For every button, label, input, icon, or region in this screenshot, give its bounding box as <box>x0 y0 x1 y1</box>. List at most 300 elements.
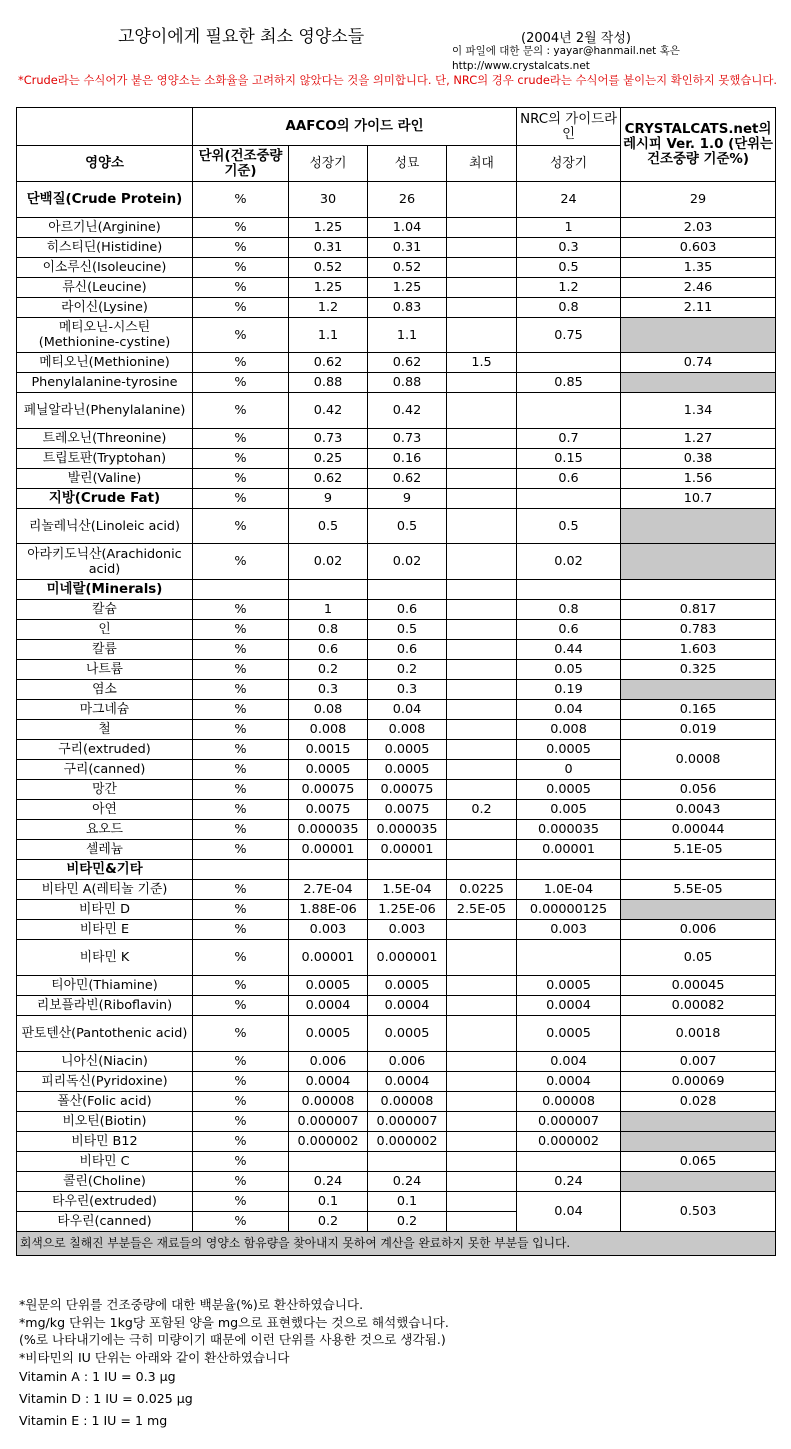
unit-cell: % <box>193 278 289 298</box>
nutrient-name-cell: 히스티딘(Histidine) <box>17 238 193 258</box>
aafco-growth-cell <box>289 860 368 880</box>
footer-line-2: *mg/kg 단위는 1kg당 포함된 양을 mg으로 표현했다는 것으로 해석했습니다. <box>19 1314 449 1330</box>
aafco-max-cell <box>447 1172 517 1192</box>
table-row <box>17 880 776 900</box>
unit-cell: % <box>193 373 289 393</box>
unit-cell: % <box>193 1172 289 1192</box>
nrc-growth-cell <box>517 353 621 373</box>
footer-line-1: *원문의 단위를 건조중량에 대한 백분율(%)로 환산하였습니다. <box>19 1297 364 1312</box>
unit-cell: % <box>193 660 289 680</box>
aafco-adult-cell: 1.25 <box>368 278 447 298</box>
nrc-growth-cell: 0.0005 <box>517 1016 621 1052</box>
aafco-adult-cell: 1.25E-06 <box>368 900 447 920</box>
aafco-growth-cell: 0.0005 <box>289 760 368 780</box>
nutrient-name-cell: 비타민 D <box>17 900 193 920</box>
table-row <box>17 509 776 544</box>
aafco-growth-cell: 0.6 <box>289 640 368 660</box>
table-row <box>17 780 776 800</box>
table-row <box>17 740 776 760</box>
aafco-adult-cell: 0.0075 <box>368 800 447 820</box>
nrc-growth-cell: 0.5 <box>517 258 621 278</box>
aafco-adult-cell: 0.000007 <box>368 1112 447 1132</box>
unit-cell: % <box>193 1092 289 1112</box>
col-header-aafco-adult: 성묘 <box>368 146 447 182</box>
nutrient-name-cell: 망간 <box>17 780 193 800</box>
gray-cells-note: 회색으로 칠해진 부분들은 재료들의 영양소 함유량을 찾아내지 못하여 계산을 완료하지 못한 부분들 입니다. <box>17 1232 776 1256</box>
aafco-growth-cell: 0.000007 <box>289 1112 368 1132</box>
unit-cell: % <box>193 620 289 640</box>
aafco-max-cell <box>447 449 517 469</box>
aafco-adult-cell: 0.0004 <box>368 1072 447 1092</box>
aafco-growth-cell: 0.0075 <box>289 800 368 820</box>
nutrient-name-cell: 리보플라빈(Riboflavin) <box>17 996 193 1016</box>
unit-cell: % <box>193 820 289 840</box>
aafco-adult-cell: 0.31 <box>368 238 447 258</box>
crystalcats-cell: 1.56 <box>621 469 776 489</box>
nutrient-name-cell: 칼슘 <box>17 600 193 620</box>
aafco-adult-cell: 0.00008 <box>368 1092 447 1112</box>
aafco-adult-cell: 0.04 <box>368 700 447 720</box>
aafco-adult-cell: 0.02 <box>368 544 447 580</box>
unit-cell: % <box>193 449 289 469</box>
aafco-max-cell <box>447 1072 517 1092</box>
crystalcats-cell: 0.05 <box>621 940 776 976</box>
unit-cell: % <box>193 600 289 620</box>
col-header-aafco-growth: 성장기 <box>289 146 368 182</box>
aafco-growth-cell: 0.24 <box>289 1172 368 1192</box>
aafco-max-cell <box>447 840 517 860</box>
table-row <box>17 489 776 509</box>
nutrient-name-cell: 구리(extruded) <box>17 740 193 760</box>
aafco-growth-cell: 0.02 <box>289 544 368 580</box>
aafco-adult-cell: 0.62 <box>368 469 447 489</box>
aafco-adult-cell: 0.0005 <box>368 1016 447 1052</box>
unit-cell: % <box>193 1192 289 1212</box>
crystalcats-cell: 0.056 <box>621 780 776 800</box>
nrc-growth-cell: 0.000035 <box>517 820 621 840</box>
aafco-max-cell <box>447 580 517 600</box>
aafco-adult-cell: 0.0005 <box>368 760 447 780</box>
table-row <box>17 544 776 580</box>
aafco-max-cell <box>447 620 517 640</box>
aafco-adult-cell: 9 <box>368 489 447 509</box>
unit-cell: % <box>193 760 289 780</box>
table-row <box>17 318 776 353</box>
nutrient-name-cell: 칼륨 <box>17 640 193 660</box>
table-row <box>17 1092 776 1112</box>
table-row <box>17 720 776 740</box>
page-title: 고양이에게 필요한 최소 영양소들 <box>118 27 365 47</box>
table-row <box>17 393 776 429</box>
table-row <box>17 1052 776 1072</box>
unit-cell: % <box>193 1212 289 1232</box>
crystalcats-cell <box>621 318 776 353</box>
aafco-max-cell <box>447 1016 517 1052</box>
aafco-growth-cell: 1.2 <box>289 298 368 318</box>
nutrient-name-cell: 비타민&기타 <box>17 860 193 880</box>
aafco-adult-cell: 0.006 <box>368 1052 447 1072</box>
aafco-max-cell <box>447 429 517 449</box>
table-row <box>17 1016 776 1052</box>
nutrient-name-cell: 피리독신(Pyridoxine) <box>17 1072 193 1092</box>
crystalcats-cell: 0.783 <box>621 620 776 640</box>
aafco-max-cell <box>447 182 517 218</box>
aafco-max-cell <box>447 509 517 544</box>
aafco-growth-cell: 2.7E-04 <box>289 880 368 900</box>
aafco-max-cell <box>447 740 517 760</box>
aafco-growth-cell: 0.73 <box>289 429 368 449</box>
aafco-max-cell <box>447 700 517 720</box>
aafco-growth-cell: 0.62 <box>289 353 368 373</box>
aafco-growth-cell: 0.00008 <box>289 1092 368 1112</box>
nutrient-name-cell: 리놀레닉산(Linoleic acid) <box>17 509 193 544</box>
nutrient-name-cell: 타우린(canned) <box>17 1212 193 1232</box>
unit-cell: % <box>193 780 289 800</box>
unit-cell: % <box>193 353 289 373</box>
aafco-max-cell <box>447 920 517 940</box>
nutrient-name-cell: 비오틴(Biotin) <box>17 1112 193 1132</box>
aafco-adult-cell: 0.000035 <box>368 820 447 840</box>
aafco-max-cell <box>447 996 517 1016</box>
aafco-adult-cell: 1.04 <box>368 218 447 238</box>
nutrient-name-cell: 요오드 <box>17 820 193 840</box>
aafco-growth-cell: 0.0005 <box>289 1016 368 1052</box>
aafco-growth-cell: 0.8 <box>289 620 368 640</box>
nrc-growth-cell: 0.00001 <box>517 840 621 860</box>
aafco-max-cell: 1.5 <box>447 353 517 373</box>
aafco-max-cell <box>447 469 517 489</box>
nrc-growth-cell <box>517 940 621 976</box>
nutrient-name-cell: 타우린(extruded) <box>17 1192 193 1212</box>
unit-cell: % <box>193 469 289 489</box>
unit-cell: % <box>193 1132 289 1152</box>
nrc-growth-cell: 0.02 <box>517 544 621 580</box>
nrc-growth-cell: 0.24 <box>517 1172 621 1192</box>
table-row <box>17 238 776 258</box>
nrc-growth-cell <box>517 860 621 880</box>
nutrient-name-cell: 구리(canned) <box>17 760 193 780</box>
aafco-growth-cell: 0.00075 <box>289 780 368 800</box>
unit-cell: % <box>193 1152 289 1172</box>
table-row <box>17 700 776 720</box>
aafco-growth-cell: 0.52 <box>289 258 368 278</box>
aafco-adult-cell: 0.6 <box>368 600 447 620</box>
unit-cell: % <box>193 489 289 509</box>
nrc-growth-cell: 24 <box>517 182 621 218</box>
table-row <box>17 900 776 920</box>
table-row <box>17 218 776 238</box>
aafco-max-cell <box>447 544 517 580</box>
aafco-max-cell <box>447 640 517 660</box>
nrc-growth-cell: 0.0005 <box>517 976 621 996</box>
crystalcats-cell: 1.35 <box>621 258 776 278</box>
nutrient-name-cell: 판토텐산(Pantothenic acid) <box>17 1016 193 1052</box>
aafco-adult-cell: 26 <box>368 182 447 218</box>
crystalcats-cell: 0.00044 <box>621 820 776 840</box>
nutrient-name-cell: 비타민 B12 <box>17 1132 193 1152</box>
aafco-growth-cell: 1.25 <box>289 278 368 298</box>
crystalcats-cell: 5.5E-05 <box>621 880 776 900</box>
aafco-growth-cell: 0.0004 <box>289 1072 368 1092</box>
unit-cell: % <box>193 700 289 720</box>
aafco-max-cell <box>447 238 517 258</box>
aafco-adult-cell: 0.1 <box>368 1192 447 1212</box>
aafco-adult-cell <box>368 580 447 600</box>
aafco-max-cell <box>447 218 517 238</box>
table-row <box>17 580 776 600</box>
nutrient-name-cell: 비타민 E <box>17 920 193 940</box>
crystalcats-cell: 5.1E-05 <box>621 840 776 860</box>
aafco-growth-cell: 0.00001 <box>289 840 368 860</box>
nutrient-name-cell: 발린(Valine) <box>17 469 193 489</box>
aafco-max-cell <box>447 1152 517 1172</box>
nutrient-name-cell: 류신(Leucine) <box>17 278 193 298</box>
table-row <box>17 840 776 860</box>
table-note-row <box>17 1232 776 1256</box>
nutrient-name-cell: 비타민 A(레티놀 기준) <box>17 880 193 900</box>
nrc-growth-cell: 0.000007 <box>517 1112 621 1132</box>
nutrient-name-cell: 인 <box>17 620 193 640</box>
aafco-max-cell <box>447 940 517 976</box>
nrc-growth-cell: 0.00000125 <box>517 900 621 920</box>
nrc-growth-cell: 0.75 <box>517 318 621 353</box>
crystalcats-cell: 0.0043 <box>621 800 776 820</box>
nutrient-name-cell: 아라키도닉산(Arachidonic acid) <box>17 544 193 580</box>
aafco-group-header: AAFCO의 가이드 라인 <box>193 108 517 146</box>
table-row <box>17 278 776 298</box>
footer-line-3: (%로 나타내기에는 극히 미량이기 때문에 이런 단위를 사용한 것으로 생각됨.) <box>19 1332 446 1347</box>
nutrient-name-cell: 트레오닌(Threonine) <box>17 429 193 449</box>
nutrient-name-cell: 아연 <box>17 800 193 820</box>
unit-cell: % <box>193 1016 289 1052</box>
aafco-max-cell <box>447 860 517 880</box>
nrc-growth-cell: 0.0005 <box>517 780 621 800</box>
crystalcats-cell: 0.0008 <box>621 740 776 780</box>
aafco-growth-cell: 0.00001 <box>289 940 368 976</box>
unit-cell <box>193 860 289 880</box>
crystalcats-cell: 1.603 <box>621 640 776 660</box>
nrc-growth-cell <box>517 393 621 429</box>
aafco-growth-cell: 0.006 <box>289 1052 368 1072</box>
aafco-adult-cell: 0.00001 <box>368 840 447 860</box>
nrc-growth-cell: 0.0005 <box>517 740 621 760</box>
crystalcats-cell: 0.325 <box>621 660 776 680</box>
nutrient-name-cell: 마그네슘 <box>17 700 193 720</box>
nutrient-name-cell: 트립토판(Tryptohan) <box>17 449 193 469</box>
aafco-max-cell <box>447 1212 517 1232</box>
crystalcats-cell: 0.74 <box>621 353 776 373</box>
aafco-adult-cell: 0.73 <box>368 429 447 449</box>
aafco-growth-cell: 0.0005 <box>289 976 368 996</box>
aafco-adult-cell: 1.1 <box>368 318 447 353</box>
nutrient-name-cell: 메티오닌-시스틴(Methionine-cystine) <box>17 318 193 353</box>
aafco-growth-cell: 0.1 <box>289 1192 368 1212</box>
nrc-growth-cell: 1.2 <box>517 278 621 298</box>
crystalcats-cell: 1.34 <box>621 393 776 429</box>
unit-cell: % <box>193 393 289 429</box>
crystalcats-cell <box>621 1172 776 1192</box>
vitamin-d-conversion: Vitamin D : 1 IU = 0.025 μg <box>19 1391 193 1406</box>
unit-cell: % <box>193 238 289 258</box>
nrc-growth-cell: 0.00008 <box>517 1092 621 1112</box>
unit-cell: % <box>193 976 289 996</box>
nrc-growth-cell: 0.05 <box>517 660 621 680</box>
aafco-adult-cell: 0.24 <box>368 1172 447 1192</box>
nutrient-name-cell: 셀레늄 <box>17 840 193 860</box>
aafco-adult-cell: 0.62 <box>368 353 447 373</box>
crystalcats-cell <box>621 544 776 580</box>
table-row <box>17 1112 776 1132</box>
table-row <box>17 920 776 940</box>
table-row <box>17 660 776 680</box>
aafco-max-cell <box>447 780 517 800</box>
aafco-growth-cell: 0.25 <box>289 449 368 469</box>
unit-cell: % <box>193 640 289 660</box>
nutrient-name-cell: 아르기닌(Arginine) <box>17 218 193 238</box>
nutrient-name-cell: 콜린(Choline) <box>17 1172 193 1192</box>
nrc-growth-cell: 0.004 <box>517 1052 621 1072</box>
nutrient-name-cell: 비타민 K <box>17 940 193 976</box>
aafco-growth-cell: 0.3 <box>289 680 368 700</box>
crystalcats-cell: 10.7 <box>621 489 776 509</box>
aafco-growth-cell: 0.2 <box>289 660 368 680</box>
nrc-growth-cell: 0.04 <box>517 1192 621 1232</box>
warning-note: *Crude라는 수식어가 붙은 영양소는 소화율을 고려하지 않았다는 것을 의미합니다. 단, NRC의 경우 crude라는 수식어를 붙이는지 확인하지 못했습니다. <box>18 73 777 87</box>
aafco-growth-cell: 1.88E-06 <box>289 900 368 920</box>
unit-cell: % <box>193 429 289 449</box>
nrc-growth-cell: 0.000002 <box>517 1132 621 1152</box>
aafco-max-cell <box>447 600 517 620</box>
crystalcats-cell <box>621 1132 776 1152</box>
aafco-growth-cell: 0.42 <box>289 393 368 429</box>
nrc-growth-cell <box>517 1152 621 1172</box>
nutrient-name-cell: 니아신(Niacin) <box>17 1052 193 1072</box>
crystalcats-cell <box>621 580 776 600</box>
aafco-max-cell <box>447 298 517 318</box>
nutrient-name-cell: 나트륨 <box>17 660 193 680</box>
nutrient-name-cell: 미네랄(Minerals) <box>17 580 193 600</box>
col-header-nutrient: 영양소 <box>17 146 193 182</box>
nutrient-name-cell: 페닐알라닌(Phenylalanine) <box>17 393 193 429</box>
crystalcats-cell: 0.0018 <box>621 1016 776 1052</box>
unit-cell: % <box>193 880 289 900</box>
table-row <box>17 429 776 449</box>
table-row <box>17 940 776 976</box>
nrc-growth-cell: 0.005 <box>517 800 621 820</box>
nrc-growth-cell: 0 <box>517 760 621 780</box>
aafco-growth-cell: 1.25 <box>289 218 368 238</box>
aafco-max-cell <box>447 393 517 429</box>
crystalcats-cell: 0.006 <box>621 920 776 940</box>
vitamin-e-conversion: Vitamin E : 1 IU = 1 mg <box>19 1413 168 1428</box>
aafco-growth-cell: 0.2 <box>289 1212 368 1232</box>
aafco-adult-cell <box>368 1152 447 1172</box>
nrc-growth-cell: 0.44 <box>517 640 621 660</box>
aafco-growth-cell: 0.008 <box>289 720 368 740</box>
table-row <box>17 996 776 1016</box>
aafco-adult-cell: 0.008 <box>368 720 447 740</box>
table-row <box>17 1192 776 1212</box>
nutrient-name-cell: 단백질(Crude Protein) <box>17 182 193 218</box>
table-row <box>17 258 776 278</box>
nutrient-name-cell: 비타민 C <box>17 1152 193 1172</box>
nrc-growth-cell: 0.19 <box>517 680 621 700</box>
aafco-growth-cell: 30 <box>289 182 368 218</box>
contact-link[interactable]: http://www.crystalcats.net <box>452 60 590 72</box>
footer-notes <box>19 1296 449 1432</box>
nrc-growth-cell <box>517 489 621 509</box>
crystalcats-cell: 2.46 <box>621 278 776 298</box>
aafco-adult-cell: 0.0004 <box>368 996 447 1016</box>
aafco-growth-cell: 0.000035 <box>289 820 368 840</box>
aafco-growth-cell: 1.1 <box>289 318 368 353</box>
unit-cell: % <box>193 1052 289 1072</box>
aafco-growth-cell: 0.08 <box>289 700 368 720</box>
nutrient-name-cell: 염소 <box>17 680 193 700</box>
crystalcats-cell: 0.817 <box>621 600 776 620</box>
aafco-adult-cell: 0.52 <box>368 258 447 278</box>
nrc-growth-cell: 0.0004 <box>517 1072 621 1092</box>
table-row <box>17 1072 776 1092</box>
aafco-max-cell <box>447 1192 517 1212</box>
aafco-growth-cell: 0.003 <box>289 920 368 940</box>
unit-cell: % <box>193 800 289 820</box>
nrc-growth-cell: 1 <box>517 218 621 238</box>
aafco-max-cell <box>447 1132 517 1152</box>
aafco-max-cell <box>447 258 517 278</box>
table-row <box>17 1132 776 1152</box>
crystalcats-cell <box>621 900 776 920</box>
unit-cell: % <box>193 740 289 760</box>
aafco-max-cell <box>447 680 517 700</box>
crystalcats-group-header: CRYSTALCATS.net의 레시피 Ver. 1.0 (단위는 건조중량 기준%) <box>621 108 776 182</box>
crystalcats-cell: 2.11 <box>621 298 776 318</box>
aafco-max-cell <box>447 660 517 680</box>
aafco-max-cell <box>447 278 517 298</box>
nutrient-name-cell: 철 <box>17 720 193 740</box>
contact-line-1: 이 파일에 대한 문의 : yayar@hanmail.net 혹은 <box>452 45 680 57</box>
table-row <box>17 600 776 620</box>
table-row <box>17 353 776 373</box>
nrc-growth-cell: 0.003 <box>517 920 621 940</box>
unit-cell: % <box>193 900 289 920</box>
aafco-adult-cell: 0.88 <box>368 373 447 393</box>
crystalcats-cell: 0.503 <box>621 1192 776 1232</box>
crystalcats-cell: 0.065 <box>621 1152 776 1172</box>
aafco-adult-cell: 0.5 <box>368 509 447 544</box>
crystalcats-cell: 0.00082 <box>621 996 776 1016</box>
crystalcats-cell <box>621 860 776 880</box>
table-row <box>17 680 776 700</box>
aafco-max-cell <box>447 489 517 509</box>
col-header-nrc-growth: 성장기 <box>517 146 621 182</box>
nrc-growth-cell: 0.008 <box>517 720 621 740</box>
crystalcats-cell: 0.38 <box>621 449 776 469</box>
aafco-adult-cell: 0.00075 <box>368 780 447 800</box>
unit-cell: % <box>193 720 289 740</box>
aafco-growth-cell: 0.000002 <box>289 1132 368 1152</box>
table-row <box>17 182 776 218</box>
crystalcats-cell: 2.03 <box>621 218 776 238</box>
aafco-adult-cell: 0.42 <box>368 393 447 429</box>
nutrient-table <box>16 107 776 1256</box>
crystalcats-cell: 0.165 <box>621 700 776 720</box>
vitamin-a-conversion: Vitamin A : 1 IU = 0.3 μg <box>19 1369 176 1384</box>
aafco-max-cell <box>447 760 517 780</box>
nrc-growth-cell: 0.7 <box>517 429 621 449</box>
nutrient-name-cell: 메티오닌(Methionine) <box>17 353 193 373</box>
table-header-row <box>17 108 776 146</box>
